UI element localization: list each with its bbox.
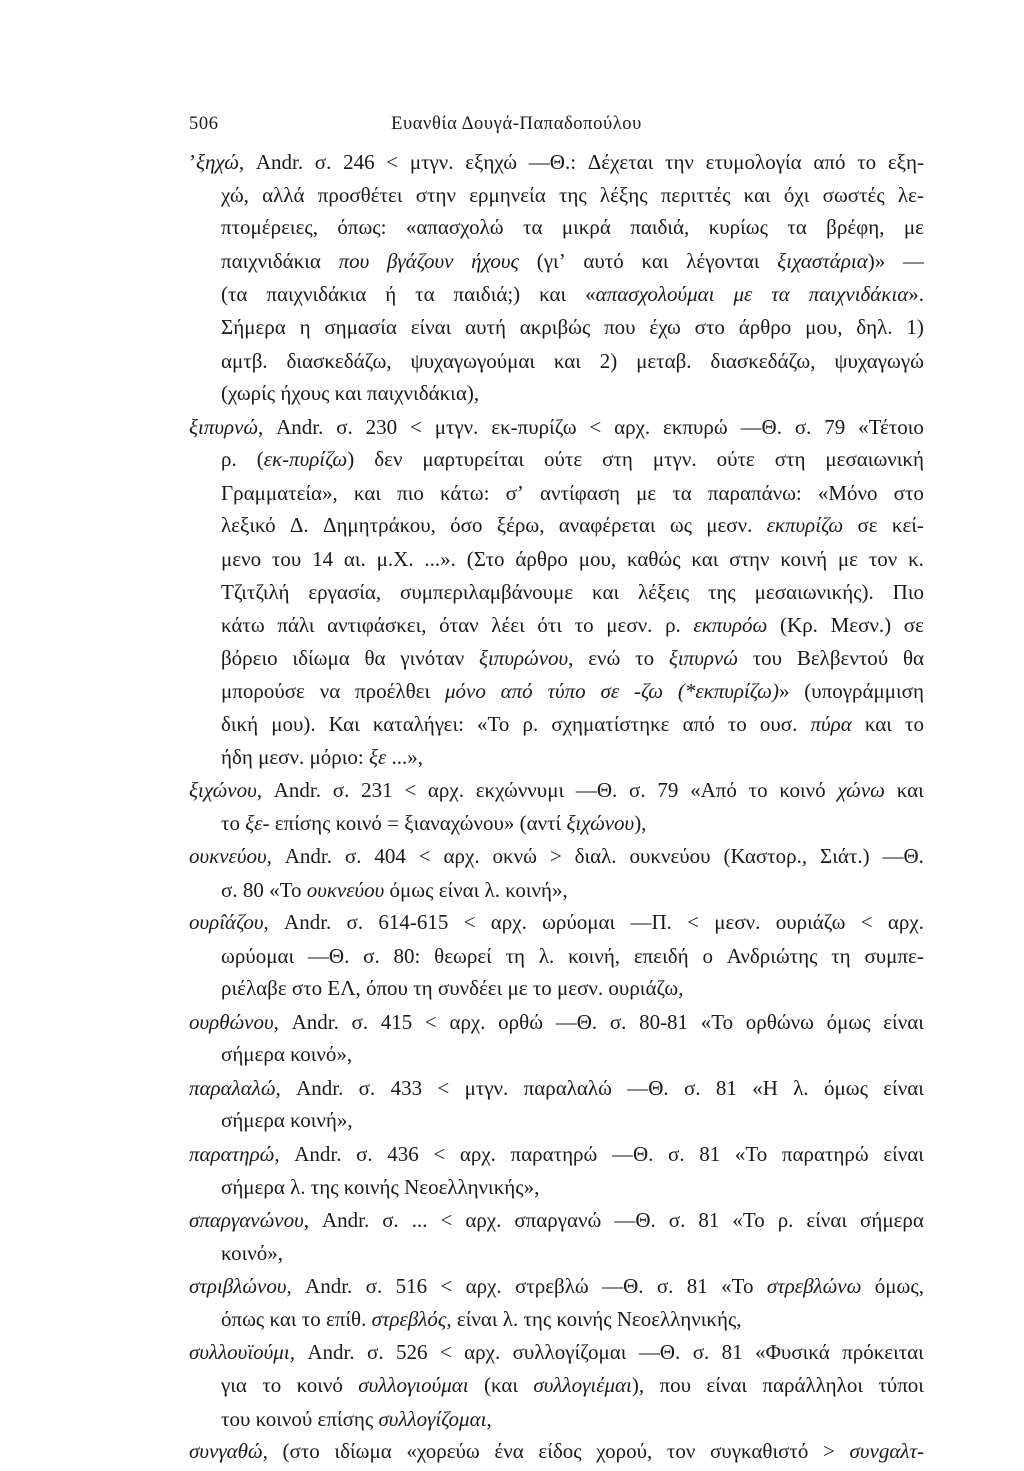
text-line: για το κοινό συλλογιούμαι (και συλλογιέμαι), που είναι παράλληλοι τύποι	[221, 1373, 924, 1397]
text-line: συνγαθώ, (στο ιδίωμα «χορεύω ένα είδος χορού, τον συγκαθιστό > συνgαλτ-	[189, 1439, 924, 1463]
text-line: ξιπυρνώ, Andr. σ. 230 < μτγν. εκ-πυρίζω < αρχ. εκπυρώ —Θ. σ. 79 «Τέτοιο	[189, 415, 924, 439]
text-line: σ. 80 «Το ουκνεύου όμως είναι λ. κοινή»,	[221, 878, 568, 902]
text-line: σήμερα κοινό»,	[221, 1042, 353, 1066]
text-line: το ξε- επίσης κοινό = ξιαναχώνου» (αντί ξιχώνου),	[221, 811, 647, 835]
text-line: παρατηρώ, Andr. σ. 436 < αρχ. παρατηρώ —Θ. σ. 81 «Το παρατηρώ είναι	[189, 1142, 924, 1166]
text-line: δική μου). Και καταλήγει: «Το ρ. σχηματίστηκε από το ουσ. πύρα και το	[221, 712, 924, 736]
text-line: ρ. (εκ-πυρίζω) δεν μαρτυρείται ούτε στη μτγν. ούτε στη μεσαιωνική	[221, 447, 924, 471]
text-line: (χωρίς ήχους και παιχνιδάκια),	[221, 381, 480, 405]
text-line: μπορούσε να προέλθει μόνο από τύπο σε -ζω (*εκπυρίζω)» (υπογράμμιση	[221, 679, 924, 703]
text-line: κοινό»,	[221, 1241, 284, 1265]
text-line: μενο του 14 αι. μ.Χ. ...». (Στο άρθρο μου, καθώς και στην κοινή με τον κ.	[221, 547, 924, 571]
text-line: σήμερα κοινή»,	[221, 1108, 353, 1132]
text-line: συλλουϊούμι, Andr. σ. 526 < αρχ. συλλογίζομαι —Θ. σ. 81 «Φυσικά πρόκειται	[189, 1340, 924, 1364]
text-line: ριέλαβε στο ΕΛ, όπου τη συνδέει με το μεσν. ουριάζω,	[221, 976, 684, 1000]
text-line: ’ξηχώ, Andr. σ. 246 < μτγν. εξηχώ —Θ.: Δέχεται την ετυμολογία από το εξη-	[189, 150, 924, 174]
text-line: αμτβ. διασκεδάζω, ψυχαγωγούμαι και 2) μεταβ. διασκεδάζω, ψυχαγωγώ	[221, 349, 924, 373]
text-line: πτομέρειες, όπως: «απασχολώ τα μικρά παιδιά, κυρίως τα βρέφη, με	[221, 215, 924, 239]
text-line: ουκνεύου, Andr. σ. 404 < αρχ. οκνώ > διαλ. ουκνεύου (Καστορ., Σιάτ.) —Θ.	[189, 844, 924, 868]
text-line: στριβλώνου, Andr. σ. 516 < αρχ. στρεβλώ —Θ. σ. 81 «Το στρεβλώνω όμως,	[189, 1274, 924, 1298]
text-line: Σήμερα η σημασία είναι αυτή ακριβώς που έχω στο άρθρο μου, δηλ. 1)	[221, 315, 924, 339]
text-line: βόρειο ιδίωμα θα γινόταν ξιπυρώνου, ενώ το ξιπυρνώ του Βελβεντού θα	[221, 646, 924, 670]
text-line: παιχνιδάκια που βγάζουν ήχους (γι’ αυτό και λέγονται ξιχαστάρια)» —	[221, 249, 924, 273]
text-line: ξιχώνου, Andr. σ. 231 < αρχ. εκχώννυμι —Θ. σ. 79 «Από το κοινό χώνω και	[189, 778, 924, 802]
text-line: ωρύομαι —Θ. σ. 80: θεωρεί τη λ. κοινή, επειδή ο Ανδριώτης τη συμπε-	[221, 944, 924, 968]
text-line: ουρθώνου, Andr. σ. 415 < αρχ. ορθώ —Θ. σ. 80-81 «Το ορθώνω όμως είναι	[189, 1010, 924, 1034]
text-line: Τζιτζιλή εργασία, συμπεριλαμβάνουμε και λέξεις της μεσαιωνικής). Πιο	[221, 580, 924, 604]
text-line: του κοινού επίσης συλλογίζομαι,	[221, 1407, 492, 1431]
page-number: 506	[189, 114, 219, 134]
text-line: Γραμματεία», και πιο κάτω: σ’ αντίφαση με τα παραπάνω: «Μόνο στο	[221, 481, 924, 505]
text-line: παραλαλώ, Andr. σ. 433 < μτγν. παραλαλώ —Θ. σ. 81 «Η λ. όμως είναι	[189, 1076, 924, 1100]
running-title: Ευανθία Δουγά-Παπαδοπούλου	[391, 114, 642, 134]
text-line: ουρ̂ιάζου, Andr. σ. 614-615 < αρχ. ωρύομαι —Π. < μεσν. ουριάζω < αρχ.	[189, 910, 924, 934]
text-line: σπαργανώνου, Andr. σ. ... < αρχ. σπαργανώ —Θ. σ. 81 «Το ρ. είναι σήμερα	[189, 1208, 924, 1232]
text-line: λεξικό Δ. Δημητράκου, όσο ξέρω, αναφέρεται ως μεσν. εκπυρίζω σε κεί-	[221, 513, 924, 537]
text-line: σήμερα λ. της κοινής Νεοελληνικής»,	[221, 1175, 540, 1199]
text-line: κάτω πάλι αντιφάσκει, όταν λέει ότι το μεσν. ρ. εκπυρόω (Κρ. Μεσν.) σε	[221, 613, 924, 637]
text-line: (τα παιχνιδάκια ή τα παιδιά;) και «απασχολούμαι με τα παιχνιδάκια».	[221, 282, 924, 306]
text-line: χώ, αλλά προσθέτει στην ερμηνεία της λέξης περιττές και όχι σωστές λε-	[221, 183, 924, 207]
text-line: όπως και το επίθ. στρεβλός, είναι λ. της κοινής Νεοελληνικής,	[221, 1307, 742, 1331]
text-line: ήδη μεσν. μόριο: ξε ...»,	[221, 745, 424, 769]
